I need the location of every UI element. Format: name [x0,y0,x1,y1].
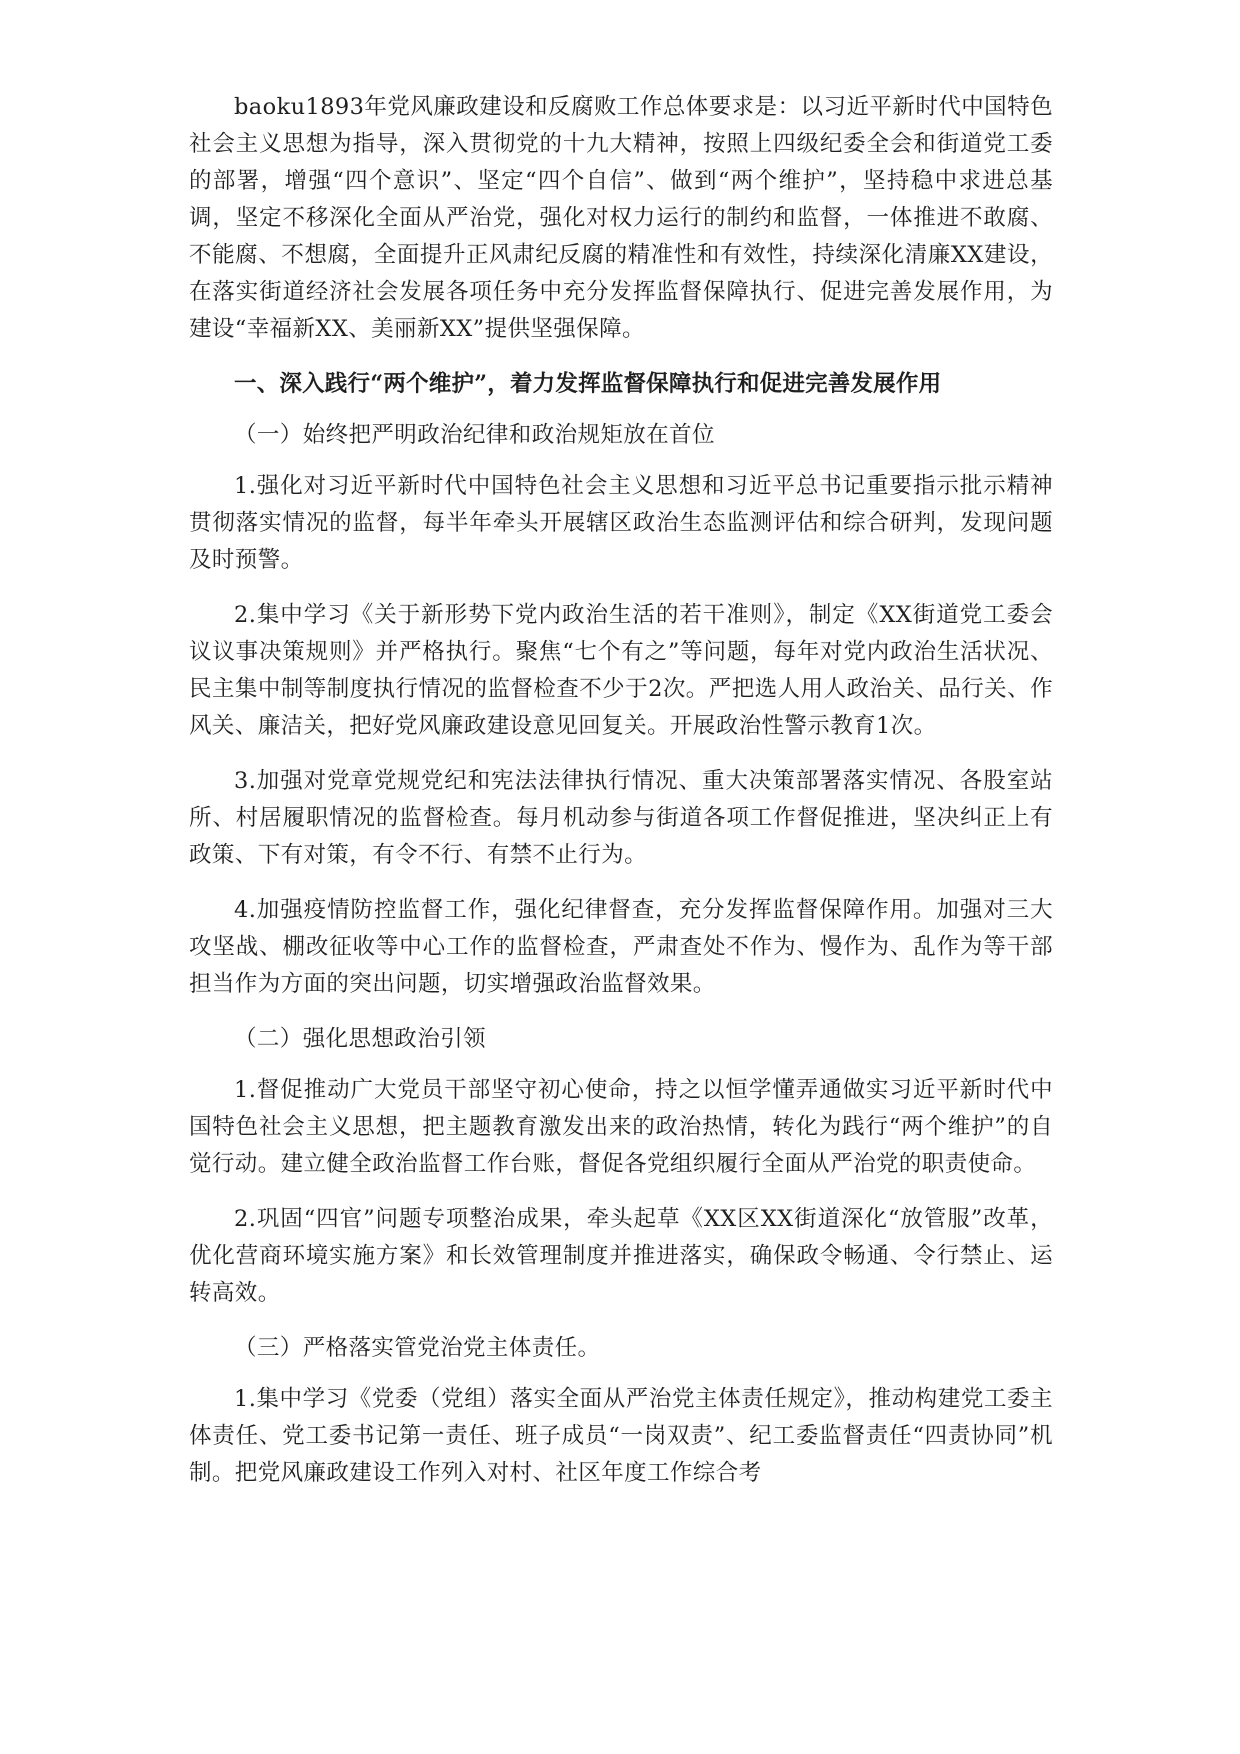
section-1-heading: 一、深入践行“两个维护”，着力发挥监督保障执行和促进完善发展作用 [234,371,942,397]
subsection-2-heading: （二）强化思想政治引领 [234,1026,486,1052]
document-page [189,89,1053,1510]
subsection-1-item-2: 2.集中学习《关于新形势下党内政治生活的若干准则》，制定《XX街道党工委会议议事决策规则》并严格执行。聚焦“七个有之”等问题，每年对党内政治生活状况、民主集中制等制度执行情况的监督检查不少于2次。严把选人用人政治关、品行关、作风关、廉洁关，把好党风廉政建设意见回复关。开展政治性警示教育1次。 [189,602,1053,739]
subsection-2-item-2: 2.巩固“四官”问题专项整治成果，牵头起草《XX区XX街道深化“放管服”改革，优化营商环境实施方案》和长效管理制度并推进落实，确保政令畅通、令行禁止、运转高效。 [189,1206,1053,1306]
subsection-2-item-1: 1.督促推动广大党员干部坚守初心使命，持之以恒学懂弄通做实习近平新时代中国特色社会主义思想，把主题教育激发出来的政治热情，转化为践行“两个维护”的自觉行动。建立健全政治监督工作台账，督促各党组织履行全面从严治党的职责使命。 [189,1077,1053,1177]
subsection-3-heading: （三）严格落实管党治党主体责任。 [234,1335,601,1361]
intro-paragraph: baoku1893年党风廉政建设和反腐败工作总体要求是：以习近平新时代中国特色社会主义思想为指导，深入贯彻党的十九大精神，按照上四级纪委全会和街道党工委的部署，增强“四个意识”、坚定“四个自信”、做到“两个维护”，坚持稳中求进总基调，坚定不移深化全面从严治党，强化对权力运行的制约和监督，一体推进不敢腐、不能腐、不想腐，全面提升正风肃纪反腐的精准性和有效性，持续深化清廉XX建设，在落实街道经济社会发展各项任务中充分发挥监督保障执行、促进完善发展作用，为建设“幸福新XX、美丽新XX”提供坚强保障。 [189,94,1053,342]
subsection-1-heading: （一）始终把严明政治纪律和政治规矩放在首位 [234,422,715,448]
subsection-3-item-1: 1.集中学习《党委（党组）落实全面从严治党主体责任规定》，推动构建党工委主体责任、党工委书记第一责任、班子成员“一岗双责”、纪工委监督责任“四责协同”机制。把党风廉政建设工作列入对村、社区年度工作综合考 [189,1386,1053,1486]
subsection-1-item-1: 1.强化对习近平新时代中国特色社会主义思想和习近平总书记重要指示批示精神贯彻落实情况的监督，每半年牵头开展辖区政治生态监测评估和综合研判，发现问题及时预警。 [189,473,1053,573]
subsection-1-item-3: 3.加强对党章党规党纪和宪法法律执行情况、重大决策部署落实情况、各股室站所、村居履职情况的监督检查。每月机动参与街道各项工作督促推进，坚决纠正上有政策、下有对策，有令不行、有禁不止行为。 [189,768,1053,868]
subsection-1-item-4: 4.加强疫情防控监督工作，强化纪律督查，充分发挥监督保障作用。加强对三大攻坚战、棚改征收等中心工作的监督检查，严肃查处不作为、慢作为、乱作为等干部担当作为方面的突出问题，切实增强政治监督效果。 [189,897,1053,997]
